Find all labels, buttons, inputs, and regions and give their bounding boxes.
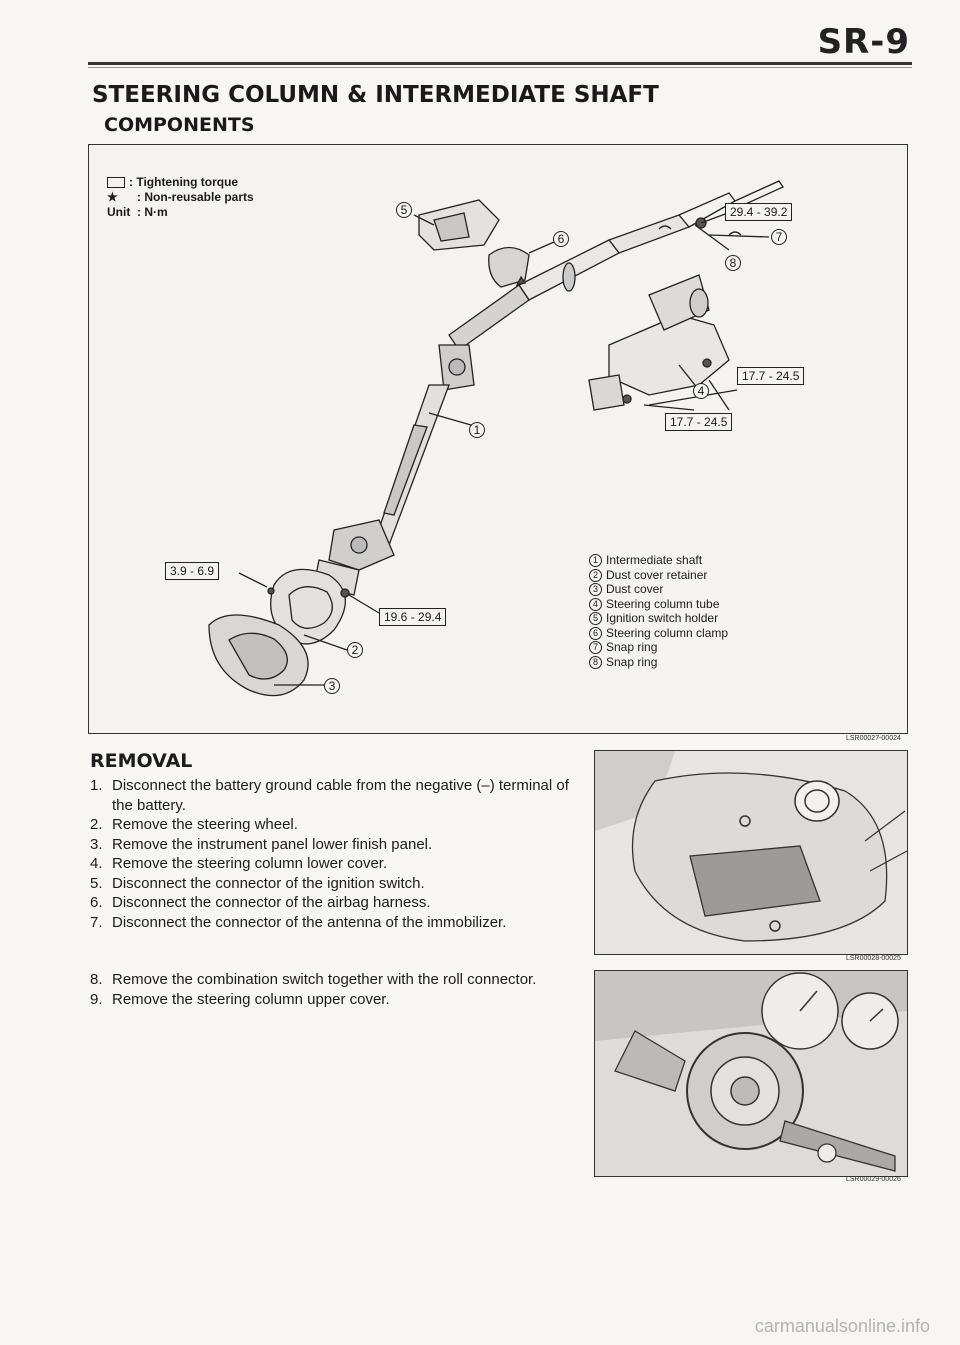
legend-unit: : N·m: [137, 205, 168, 219]
figure-code-components: LSR00027-00024: [846, 735, 901, 742]
list-item: 2. Remove the steering wheel.: [90, 816, 298, 833]
callout-1: 1: [469, 422, 485, 438]
legend-nonreusable: : Non-reusable parts: [137, 190, 254, 204]
callout-6: 6: [553, 231, 569, 247]
callout-2: 2: [347, 642, 363, 658]
header-rule-thin: [88, 67, 912, 68]
list-item: 4. Remove the steering column lower cover.: [90, 855, 388, 872]
components-heading: COMPONENTS: [104, 114, 255, 136]
star-icon: ★: [107, 190, 118, 204]
list-item: 3. Remove the instrument panel lower finish panel.: [90, 835, 433, 853]
torque-label-upper-right: 29.4 - 39.2: [725, 203, 792, 221]
torque-label-column-lower: 17.7 - 24.5: [665, 413, 732, 431]
callout-4: 4: [693, 383, 709, 399]
list-item: 8. Remove the combination switch together with the roll connector.: [90, 971, 537, 988]
list-item: 6. Disconnect the connector of the airbag harness.: [90, 894, 431, 911]
parts-list: [589, 553, 728, 669]
list-item: 2 Dust cover retainer: [589, 568, 728, 583]
photo-combination-switch-drawing: [595, 971, 907, 1176]
torque-label-joint: 19.6 - 29.4: [379, 608, 446, 626]
removal-steps-b: [90, 970, 580, 1009]
page-number: SR-9: [817, 22, 910, 62]
photo-lower-cover-drawing: [595, 751, 907, 954]
legend-torque: : Tightening torque: [129, 175, 239, 189]
figure-code-photo2: LSR00029-00026: [846, 1176, 901, 1183]
section-title: STEERING COLUMN & INTERMEDIATE SHAFT: [92, 82, 659, 108]
list-item: 4 Steering column tube: [589, 597, 728, 612]
removal-steps-a: [90, 776, 580, 932]
callout-8: 8: [725, 255, 741, 271]
list-item: 7. Disconnect the connector of the antenna of the immobilizer.: [90, 913, 507, 931]
callout-7: 7: [771, 229, 787, 245]
list-item: 7 Snap ring: [589, 640, 728, 655]
photo-lower-cover: [594, 750, 908, 955]
figure-code-photo1: LSR00028-00025: [846, 955, 901, 962]
torque-label-column-bracket: 17.7 - 24.5: [737, 367, 804, 385]
photo-combination-switch: [594, 970, 908, 1177]
header-rule: [88, 62, 912, 65]
list-item: 1 Intermediate shaft: [589, 553, 728, 568]
components-figure: [88, 144, 908, 734]
list-item: 5. Disconnect the connector of the ignition switch.: [90, 874, 425, 892]
list-item: 8 Snap ring: [589, 655, 728, 670]
callout-3: 3: [324, 678, 340, 694]
torque-label-dust-cover: 3.9 - 6.9: [165, 562, 219, 580]
list-item: 3 Dust cover: [589, 582, 728, 597]
list-item: 5 Ignition switch holder: [589, 611, 728, 626]
list-item: 6 Steering column clamp: [589, 626, 728, 641]
callout-5: 5: [396, 202, 412, 218]
list-item: 9. Remove the steering column upper cover.: [90, 990, 390, 1008]
list-item: 1. Disconnect the battery ground cable from the negative (–) terminal of the battery.: [90, 777, 569, 814]
watermark: carmanualsonline.info: [754, 1316, 930, 1336]
removal-heading: REMOVAL: [90, 750, 193, 772]
legend-unit-label: Unit: [107, 205, 131, 219]
